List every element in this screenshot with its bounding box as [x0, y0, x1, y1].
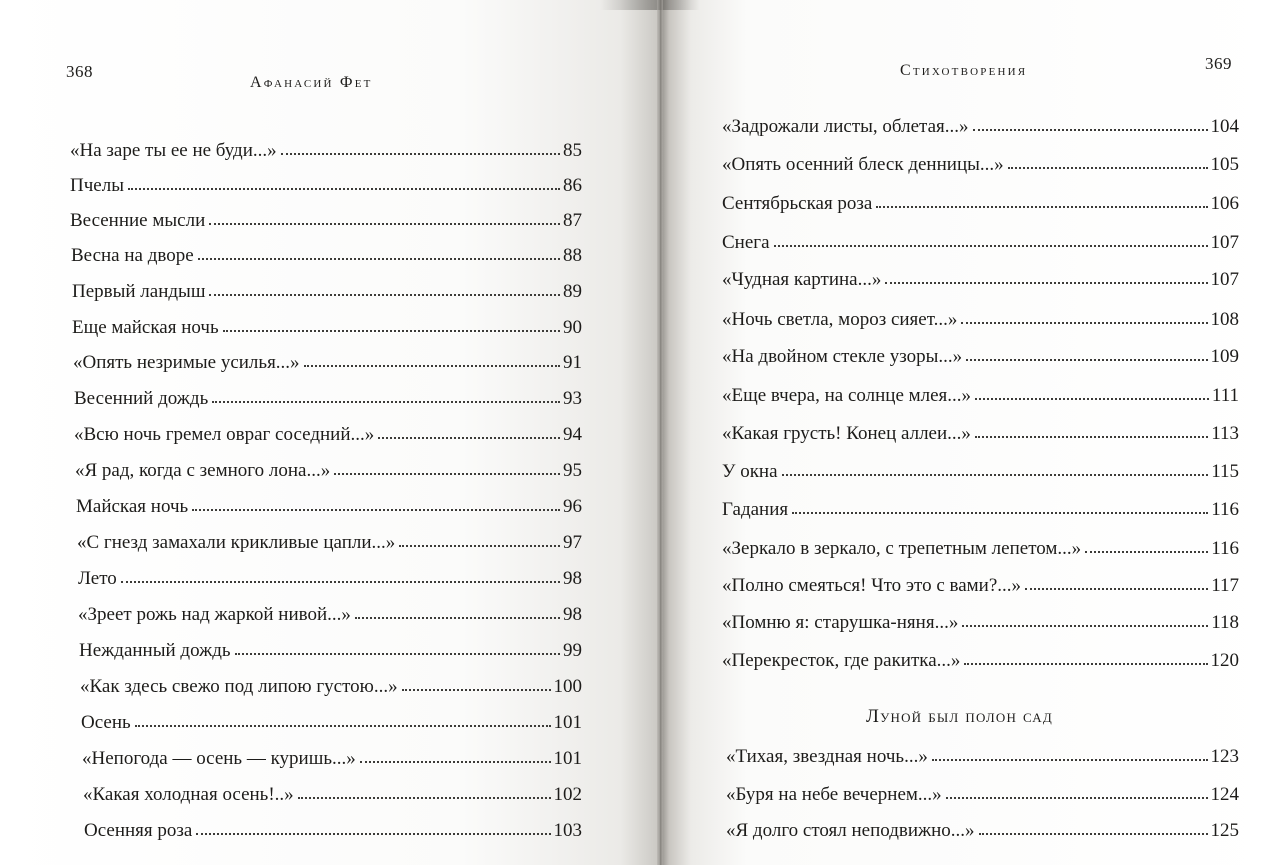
toc-entry-title: «Какая грусть! Конец аллеи...» [722, 423, 971, 444]
toc-entry [722, 152, 1239, 178]
dot-leader [975, 432, 1208, 438]
toc-entry-page: 94 [563, 424, 582, 445]
toc-entry [73, 350, 582, 376]
toc-entry [71, 243, 582, 269]
toc-entry-page: 91 [563, 352, 582, 373]
toc-entry [72, 279, 582, 305]
dot-leader [774, 241, 1208, 247]
toc-entry [75, 458, 582, 484]
toc-entry [722, 230, 1239, 256]
dot-leader [223, 326, 560, 332]
section-heading: Луной был полон сад [866, 706, 1053, 727]
dot-leader [975, 394, 1209, 400]
toc-entry-page: 87 [563, 210, 582, 231]
toc-entry-page: 100 [553, 676, 582, 697]
book-spine-gutter [657, 0, 663, 865]
toc-entry-title: «Всю ночь гремел овраг соседний...» [74, 424, 375, 445]
right-running-header: Стихотворения [900, 62, 1028, 79]
toc-entry-title: Майская ночь [76, 496, 189, 517]
toc-entry [722, 610, 1239, 636]
toc-entry [722, 307, 1239, 333]
dot-leader [281, 149, 560, 155]
dot-leader [360, 757, 551, 763]
toc-entry [77, 530, 582, 556]
toc-entry-page: 93 [563, 388, 582, 409]
toc-entry [726, 782, 1239, 808]
toc-entry-page: 123 [1210, 746, 1239, 767]
toc-entry [80, 674, 582, 700]
dot-leader [378, 433, 560, 439]
dot-leader [1085, 547, 1208, 553]
dot-leader [964, 659, 1207, 665]
dot-leader [128, 184, 560, 190]
dot-leader [885, 278, 1207, 284]
toc-entry [722, 459, 1239, 485]
toc-entry-page: 101 [553, 712, 582, 733]
toc-entry [722, 648, 1239, 674]
toc-entry-title: Нежданный дождь [79, 640, 231, 661]
right-page [660, 0, 1280, 865]
right-page-number: 369 [1205, 54, 1232, 73]
toc-entry-title: «Я долго стоял неподвижно...» [726, 820, 975, 841]
dot-leader [782, 470, 1209, 476]
toc-entry-title: Осень [81, 712, 131, 733]
toc-entry-title: Еще майская ночь [72, 317, 219, 338]
toc-entry-title: «Перекресток, где ракитка...» [722, 650, 961, 671]
toc-entry-title: «На двойном стекле узоры...» [722, 346, 963, 367]
dot-leader [209, 219, 560, 225]
dot-leader [1008, 163, 1208, 169]
toc-entry-title: «Опять незримые усилья...» [73, 352, 300, 373]
toc-entry-page: 105 [1210, 154, 1239, 175]
dot-leader [962, 621, 1208, 627]
toc-entry-title: Сентябрьская роза [722, 193, 873, 214]
toc-entry [74, 422, 582, 448]
toc-entry-title: «Помню я: старушка-няня...» [722, 612, 959, 633]
toc-entry-page: 103 [553, 820, 582, 841]
toc-entry-title: «Опять осенний блеск денницы...» [722, 154, 1004, 175]
toc-entry [722, 536, 1239, 562]
toc-entry [79, 638, 582, 664]
toc-entry-title: «Буря на небе вечернем...» [726, 784, 942, 805]
dot-leader [402, 685, 551, 691]
toc-entry [70, 173, 582, 199]
toc-entry-page: 89 [563, 281, 582, 302]
toc-entry-page: 116 [1211, 538, 1239, 559]
toc-entry-page: 116 [1211, 499, 1239, 520]
toc-entry [726, 818, 1239, 844]
toc-entry [83, 782, 582, 808]
dot-leader [209, 290, 560, 296]
dot-leader [876, 202, 1207, 208]
toc-entry-title: Весенние мысли [70, 210, 206, 231]
toc-entry-title: Пчелы [70, 175, 124, 196]
toc-entry-page: 120 [1210, 650, 1239, 671]
toc-entry-page: 97 [563, 532, 582, 553]
toc-entry-page: 113 [1211, 423, 1239, 444]
toc-entry-page: 95 [563, 460, 582, 481]
toc-entry-title: У окна [722, 461, 778, 482]
toc-entry [722, 497, 1239, 523]
toc-entry-title: Снега [722, 232, 770, 253]
toc-entry-page: 96 [563, 496, 582, 517]
toc-entry-page: 104 [1210, 116, 1239, 137]
toc-entry-page: 86 [563, 175, 582, 196]
toc-entry-page: 99 [563, 640, 582, 661]
toc-entry-title: «На заре ты ее не буди...» [70, 140, 277, 161]
toc-entry-page: 124 [1210, 784, 1239, 805]
toc-entry [726, 744, 1239, 770]
toc-entry-title: «Какая холодная осень!..» [83, 784, 294, 805]
toc-entry-page: 115 [1211, 461, 1239, 482]
toc-entry-title: Лето [78, 568, 117, 589]
toc-entry [722, 344, 1239, 370]
toc-entry-page: 85 [563, 140, 582, 161]
dot-leader [304, 361, 560, 367]
dot-leader [198, 254, 560, 260]
dot-leader [235, 649, 560, 655]
dot-leader [196, 829, 550, 835]
toc-entry-page: 98 [563, 604, 582, 625]
dot-leader [192, 505, 560, 511]
toc-entry-page: 111 [1211, 385, 1239, 406]
dot-leader [298, 793, 551, 799]
toc-entry-title: «Непогода — осень — куришь...» [82, 748, 356, 769]
toc-entry-page: 117 [1211, 575, 1239, 596]
toc-entry-page: 125 [1210, 820, 1239, 841]
toc-entry-title: «Ночь светла, мороз сияет...» [722, 309, 958, 330]
dot-leader [399, 541, 560, 547]
dot-leader [946, 793, 1208, 799]
dot-leader [792, 508, 1208, 514]
toc-entry [70, 138, 582, 164]
toc-entry [78, 566, 582, 592]
dot-leader [355, 613, 560, 619]
toc-entry-page: 107 [1210, 232, 1239, 253]
left-running-header: Афанасий Фет [250, 74, 373, 91]
toc-entry-page: 108 [1210, 309, 1239, 330]
toc-entry [74, 386, 582, 412]
toc-entry [78, 602, 582, 628]
dot-leader [135, 721, 551, 727]
top-edge-shadow [660, 0, 700, 10]
toc-entry [76, 494, 582, 520]
dot-leader [334, 469, 560, 475]
toc-entry-title: «Полно смеяться! Что это с вами?...» [722, 575, 1022, 596]
toc-entry-title: Гадания [722, 499, 789, 520]
toc-entry-title: «Задрожали листы, облетая...» [722, 116, 969, 137]
left-page-number: 368 [66, 62, 93, 81]
toc-entry-title: «Тихая, звездная ночь...» [726, 746, 928, 767]
toc-entry-title: «Как здесь свежо под липою густою...» [80, 676, 398, 697]
toc-entry-page: 106 [1210, 193, 1239, 214]
dot-leader [979, 829, 1208, 835]
toc-entry-page: 102 [553, 784, 582, 805]
toc-entry [722, 421, 1239, 447]
toc-entry [722, 383, 1239, 409]
toc-entry-title: «Зеркало в зеркало, с трепетным лепетом...» [722, 538, 1082, 559]
toc-entry-title: «Зреет рожь над жаркой нивой...» [78, 604, 351, 625]
toc-entry-page: 107 [1210, 269, 1239, 290]
toc-entry-title: «Еще вчера, на солнце млея...» [722, 385, 972, 406]
toc-entry [81, 710, 582, 736]
toc-entry [722, 267, 1239, 293]
toc-entry-title: Первый ландыш [72, 281, 206, 302]
toc-entry [72, 315, 582, 341]
toc-entry-page: 118 [1211, 612, 1239, 633]
dot-leader [212, 397, 560, 403]
toc-entry-page: 88 [563, 245, 582, 266]
toc-entry-title: «С гнезд замахали крикливые цапли...» [77, 532, 396, 553]
toc-entry [722, 114, 1239, 140]
dot-leader [961, 318, 1207, 324]
dot-leader [121, 577, 560, 583]
toc-entry-title: «Я рад, когда с земного лона...» [75, 460, 331, 481]
toc-entry-title: Весна на дворе [71, 245, 194, 266]
toc-entry [70, 208, 582, 234]
toc-entry-title: «Чудная картина...» [722, 269, 882, 290]
toc-entry [722, 191, 1239, 217]
toc-entry-title: Весенний дождь [74, 388, 209, 409]
dot-leader [932, 755, 1208, 761]
toc-entry-title: Осенняя роза [84, 820, 193, 841]
dot-leader [1025, 584, 1208, 590]
toc-entry-page: 101 [553, 748, 582, 769]
top-edge-shadow [600, 0, 660, 10]
toc-entry [722, 573, 1239, 599]
toc-entry [84, 818, 582, 844]
toc-entry-page: 109 [1210, 346, 1239, 367]
toc-entry [82, 746, 582, 772]
dot-leader [973, 125, 1208, 131]
toc-entry-page: 98 [563, 568, 582, 589]
toc-entry-page: 90 [563, 317, 582, 338]
dot-leader [966, 355, 1207, 361]
